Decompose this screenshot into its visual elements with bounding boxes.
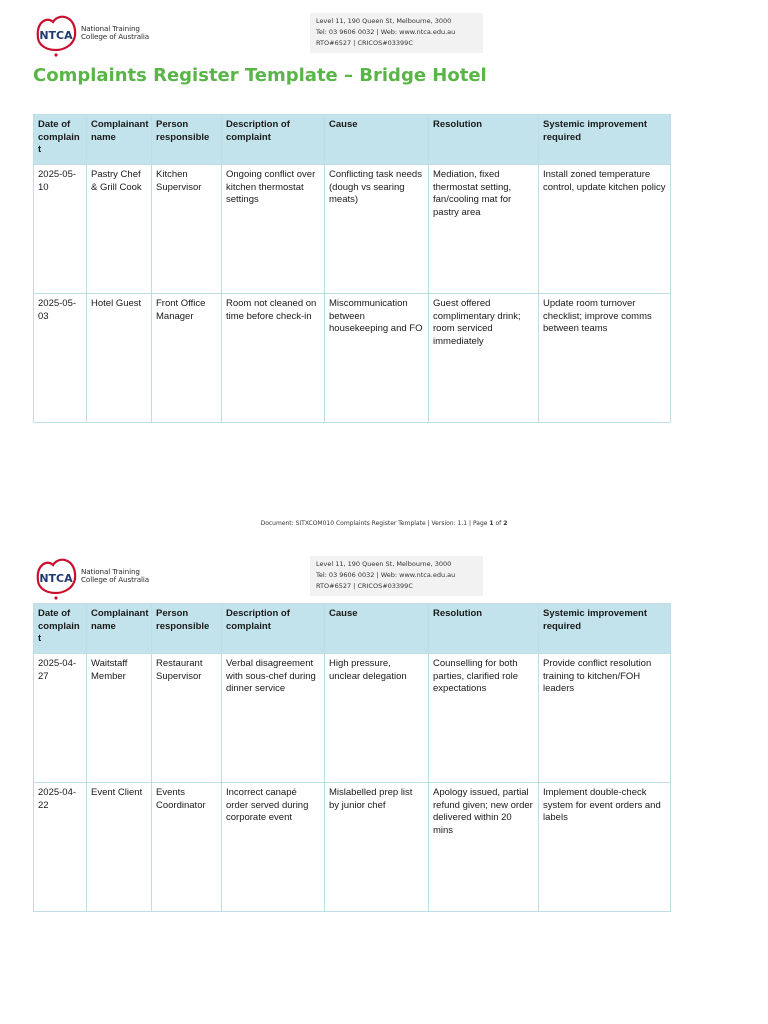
cell-resolution: Apology issued, partial refund given; new order delivered within 20 mins: [429, 783, 539, 912]
table-row: [34, 654, 671, 783]
cell-person: Events Coordinator: [152, 783, 222, 912]
cell-description: Ongoing conflict over kitchen thermostat settings: [222, 165, 325, 294]
cell-improvement: Provide conflict resolution training to kitchen/FOH leaders: [539, 654, 671, 783]
header-person-responsible: Person responsible: [152, 604, 222, 654]
logo-name: [81, 25, 149, 41]
header-date: Date of complain t: [34, 604, 87, 654]
header-resolution: Resolution: [429, 604, 539, 654]
table-row: [34, 165, 671, 294]
address-line-3: RTO#6527 | CRICOS#03399C: [316, 582, 413, 590]
logo-name-line2: College of Australia: [81, 32, 150, 41]
cell-complainant: Pastry Chef & Grill Cook: [87, 165, 152, 294]
header-date: Date of complain t: [34, 115, 87, 165]
logo-acronym: NTCA: [39, 572, 73, 585]
cell-date: 2025-04-22: [34, 783, 87, 912]
header-description: Description of complaint: [222, 115, 325, 165]
ntca-logo-icon: [33, 557, 79, 601]
ntca-logo: [33, 14, 149, 58]
header-cause: Cause: [325, 115, 429, 165]
logo-name-line1: National Training: [81, 24, 140, 33]
header-description: Description of complaint: [222, 604, 325, 654]
footer-version: Version: 1.1: [431, 520, 468, 527]
address-line-2: Tel: 03 9606 0032 | Web: www.ntca.edu.au: [316, 571, 456, 579]
address-line-1: Level 11, 190 Queen St, Melbourne, 3000: [316, 560, 452, 568]
cell-date: 2025-04-27: [34, 654, 87, 783]
table-header-row: [34, 115, 671, 165]
header-cause: Cause: [325, 604, 429, 654]
cell-person: Front Office Manager: [152, 294, 222, 423]
complaints-table-page-2: [33, 603, 671, 912]
cell-person: Kitchen Supervisor: [152, 165, 222, 294]
footer-page-label: Page: [472, 520, 488, 527]
cell-resolution: Counselling for both parties, clarified role expectations: [429, 654, 539, 783]
address-line-3: RTO#6527 | CRICOS#03399C: [316, 39, 413, 47]
cell-improvement: Install zoned temperature control, update kitchen policy: [539, 165, 671, 294]
address-line-1: Level 11, 190 Queen St, Melbourne, 3000: [316, 17, 452, 25]
table-row: [34, 294, 671, 423]
cell-cause: Mislabelled prep list by junior chef: [325, 783, 429, 912]
footer-page-total: 2: [503, 520, 508, 527]
cell-date: 2025-05-03: [34, 294, 87, 423]
footer-document-label: Document: SITXCOM010 Complaints Register Template: [260, 520, 426, 527]
cell-description: Room not cleaned on time before check-in: [222, 294, 325, 423]
cell-resolution: Guest offered complimentary drink; room serviced immediately: [429, 294, 539, 423]
address-box: [310, 556, 483, 596]
footer-page-current: 1: [489, 520, 494, 527]
page-title: Complaints Register Template – Bridge Hotel: [33, 65, 487, 86]
table-header-row: [34, 604, 671, 654]
logo-acronym: NTCA: [39, 29, 73, 42]
page-footer: Document: SITXCOM010 Complaints Register Template | Version: 1.1 | Page 1 of 2: [260, 520, 508, 527]
footer-page-of: of: [495, 520, 502, 527]
header-complainant: Complainant name: [87, 115, 152, 165]
cell-description: Verbal disagreement with sous-chef during dinner service: [222, 654, 325, 783]
cell-cause: Conflicting task needs (dough vs searing meats): [325, 165, 429, 294]
logo-name-line2: College of Australia: [81, 575, 150, 584]
cell-complainant: Hotel Guest: [87, 294, 152, 423]
address-box: [310, 13, 483, 53]
cell-description: Incorrect canapé order served during corporate event: [222, 783, 325, 912]
cell-complainant: Event Client: [87, 783, 152, 912]
table-row: [34, 783, 671, 912]
cell-cause: High pressure, unclear delegation: [325, 654, 429, 783]
cell-improvement: Implement double-check system for event orders and labels: [539, 783, 671, 912]
header-complainant: Complainant name: [87, 604, 152, 654]
cell-cause: Miscommunication between housekeeping and FO: [325, 294, 429, 423]
ntca-logo: [33, 557, 149, 601]
cell-date: 2025-05-10: [34, 165, 87, 294]
header-improvement: Systemic improvement required: [539, 115, 671, 165]
header-resolution: Resolution: [429, 115, 539, 165]
logo-name-line1: National Training: [81, 567, 140, 576]
logo-name: [81, 568, 149, 584]
cell-person: Restaurant Supervisor: [152, 654, 222, 783]
cell-resolution: Mediation, fixed thermostat setting, fan/cooling mat for pastry area: [429, 165, 539, 294]
header-improvement: Systemic improvement required: [539, 604, 671, 654]
ntca-logo-icon: [33, 14, 79, 58]
cell-complainant: Waitstaff Member: [87, 654, 152, 783]
complaints-table-page-1: [33, 114, 671, 423]
address-line-2: Tel: 03 9606 0032 | Web: www.ntca.edu.au: [316, 28, 456, 36]
header-person-responsible: Person responsible: [152, 115, 222, 165]
cell-improvement: Update room turnover checklist; improve comms between teams: [539, 294, 671, 423]
